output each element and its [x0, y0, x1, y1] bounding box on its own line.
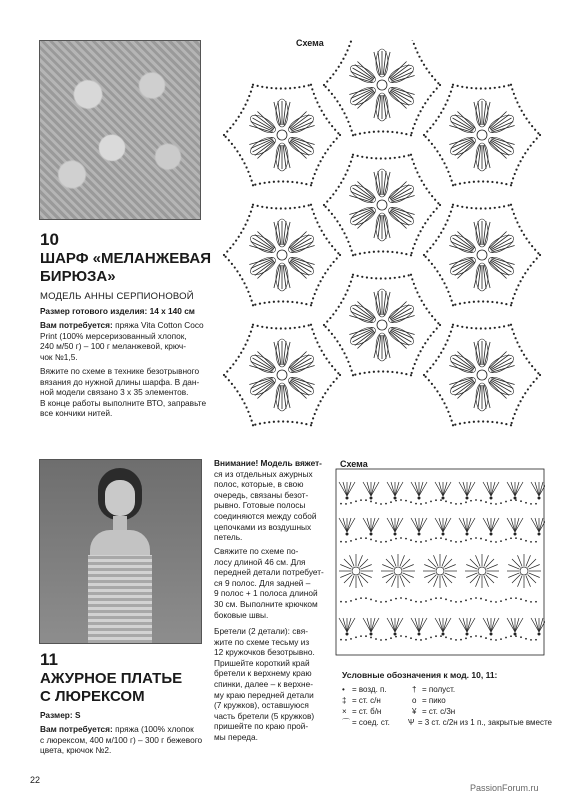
- model11-attention-line: ся из отдельных ажурных: [214, 468, 313, 479]
- model11-straps-line: 12 кружочков безотрывно.: [214, 647, 315, 658]
- model11-straps-line: бретели к верхнему краю: [214, 668, 312, 679]
- model11-size: [40, 710, 81, 721]
- model10-title-line1: ШАРФ «МЕЛАНЖЕВАЯ: [40, 250, 211, 267]
- model11-straps-line: Бретели (2 детали): свя-: [214, 626, 308, 636]
- legend-item: = возд. п.: [352, 685, 387, 694]
- legend-item: = пико: [422, 696, 446, 705]
- model10-title-line2: БИРЮЗА»: [40, 268, 116, 285]
- model10-author: МОДЕЛЬ АННЫ СЕРПИОНОВОЙ: [40, 291, 194, 302]
- legend-item: = ст. с/н: [352, 696, 381, 705]
- model11-crochet-scheme: [335, 468, 545, 656]
- model11-knit-line: 30 см. Выполните крючком: [214, 598, 318, 609]
- model11-scheme-label: Схема: [340, 459, 368, 469]
- model11-knit-line: передней детали потребует-: [214, 567, 324, 578]
- legend-item: = ст. с/3н: [422, 707, 456, 716]
- legend: • = возд. п. † = полуст. ‡ = ст. с/н o = пико × = ст. б/н ¥ = ст. с/3н ⌒ = соед. ст. Ѱ = 3 ст. с/2н из 1 п., закрытые вместе: [342, 685, 552, 727]
- model11-straps-line: мы переда.: [214, 731, 258, 742]
- model11-straps-line: Пришейте короткий край: [214, 657, 310, 668]
- model11-knit-line: 9 полос + 1 полоса длиной: [214, 588, 318, 599]
- model10-knit-line: вязания до нужной длины шарфа. В дан-: [40, 376, 200, 387]
- model10-need-label: Вам потребуется:: [40, 320, 113, 330]
- model11-size-label: Размер:: [40, 710, 73, 720]
- model10-scheme-label: Схема: [296, 38, 324, 48]
- model11-need-line: пряжа (100% хлопок: [115, 724, 194, 734]
- model11-attention: [214, 458, 334, 543]
- model11-need-line: цвета, крючок №2.: [40, 745, 112, 756]
- model11-title: [40, 670, 210, 706]
- model11-attention-line: рывно. Готовые полосы: [214, 500, 306, 511]
- model10-need-line: чок №1,5.: [40, 351, 78, 362]
- model11-knit: [214, 546, 334, 620]
- model11-straps-line: пришейте по краю прой-: [214, 721, 309, 732]
- model11-attention-line: петель.: [214, 532, 243, 543]
- model11-need-line: с люрексом, 400 м/100 г) – 300 г бежевого: [40, 734, 203, 745]
- model10-instructions: [40, 366, 225, 419]
- legend-item: = соед. ст.: [352, 718, 390, 727]
- legend-title: Условные обозначения к мод. 10, 11:: [342, 670, 498, 680]
- model11-size-value: S: [74, 710, 81, 720]
- model11-attention-line: полос, которые, в свою: [214, 479, 304, 490]
- model11-straps-line: (7 кружков), оставшуюся: [214, 700, 309, 711]
- model11-straps-line: жите по схеме тесьму из: [214, 636, 310, 647]
- model11-knit-line: ся 9 полос. Для задней –: [214, 577, 311, 588]
- model11-straps: [214, 626, 334, 743]
- model11-straps-line: му краю передней детали: [214, 689, 314, 700]
- model10-number: 10: [40, 230, 59, 249]
- model11-need-label: Вам потребуется:: [40, 724, 113, 734]
- model11-straps-line: часть бретели (5 кружков): [214, 710, 315, 721]
- legend-item: = полуст.: [422, 685, 456, 694]
- model11-number: 11: [40, 650, 58, 669]
- model11-attention-line: очередь, связаны безот-: [214, 489, 309, 500]
- page-number: 22: [30, 775, 41, 785]
- model10-size-value: 14 х 140 см: [149, 306, 195, 316]
- legend-item: = 3 ст. с/2н из 1 п., закрытые вместе: [417, 718, 552, 727]
- watermark: PassionForum.ru: [470, 783, 539, 793]
- model10-knit-line: Вяжите по схеме в технике безотрывного: [40, 366, 200, 376]
- model10-crochet-scheme: [222, 40, 544, 440]
- model10-title: [40, 250, 215, 286]
- model10-knit-line: все кончики нитей.: [40, 408, 113, 419]
- model10-need-line: пряжа Vita Cotton Coco: [115, 320, 204, 330]
- model11-materials: [40, 724, 215, 756]
- dress-photo: [39, 459, 202, 644]
- model11-knit-line: боковые швы.: [214, 609, 269, 620]
- model11-attention-line: цепочками из воздушных: [214, 521, 312, 532]
- model10-knit-line: ной модели связано 3 х 35 элементов.: [40, 387, 189, 398]
- model11-title-line2: С ЛЮРЕКСОМ: [40, 688, 145, 705]
- model10-need-line: 240 м/50 г) – 100 г меланжевой, крюч-: [40, 341, 186, 352]
- model10-size-label: Размер готового изделия:: [40, 306, 148, 316]
- model10-materials: [40, 320, 225, 362]
- model11-straps-line: спинки, далее – к верхне-: [214, 678, 313, 689]
- scarf-photo: [39, 40, 201, 220]
- model11-title-line1: АЖУРНОЕ ПЛАТЬЕ: [40, 670, 183, 687]
- model11-knit-line: лосу длиной 46 см. Для: [214, 556, 306, 567]
- model10-size: [40, 306, 220, 317]
- model11-attention-line: Внимание! Модель вяжет-: [214, 458, 322, 468]
- model11-attention-line: соединяются между собой: [214, 510, 317, 521]
- model11-knit-line: Свяжите по схеме по-: [214, 546, 299, 556]
- model10-need-line: Print (100% мерсеризованный хлопок,: [40, 330, 187, 341]
- model10-knit-line: В конце работы выполните ВТО, заправьте: [40, 397, 207, 408]
- legend-item: = ст. б/н: [352, 707, 382, 716]
